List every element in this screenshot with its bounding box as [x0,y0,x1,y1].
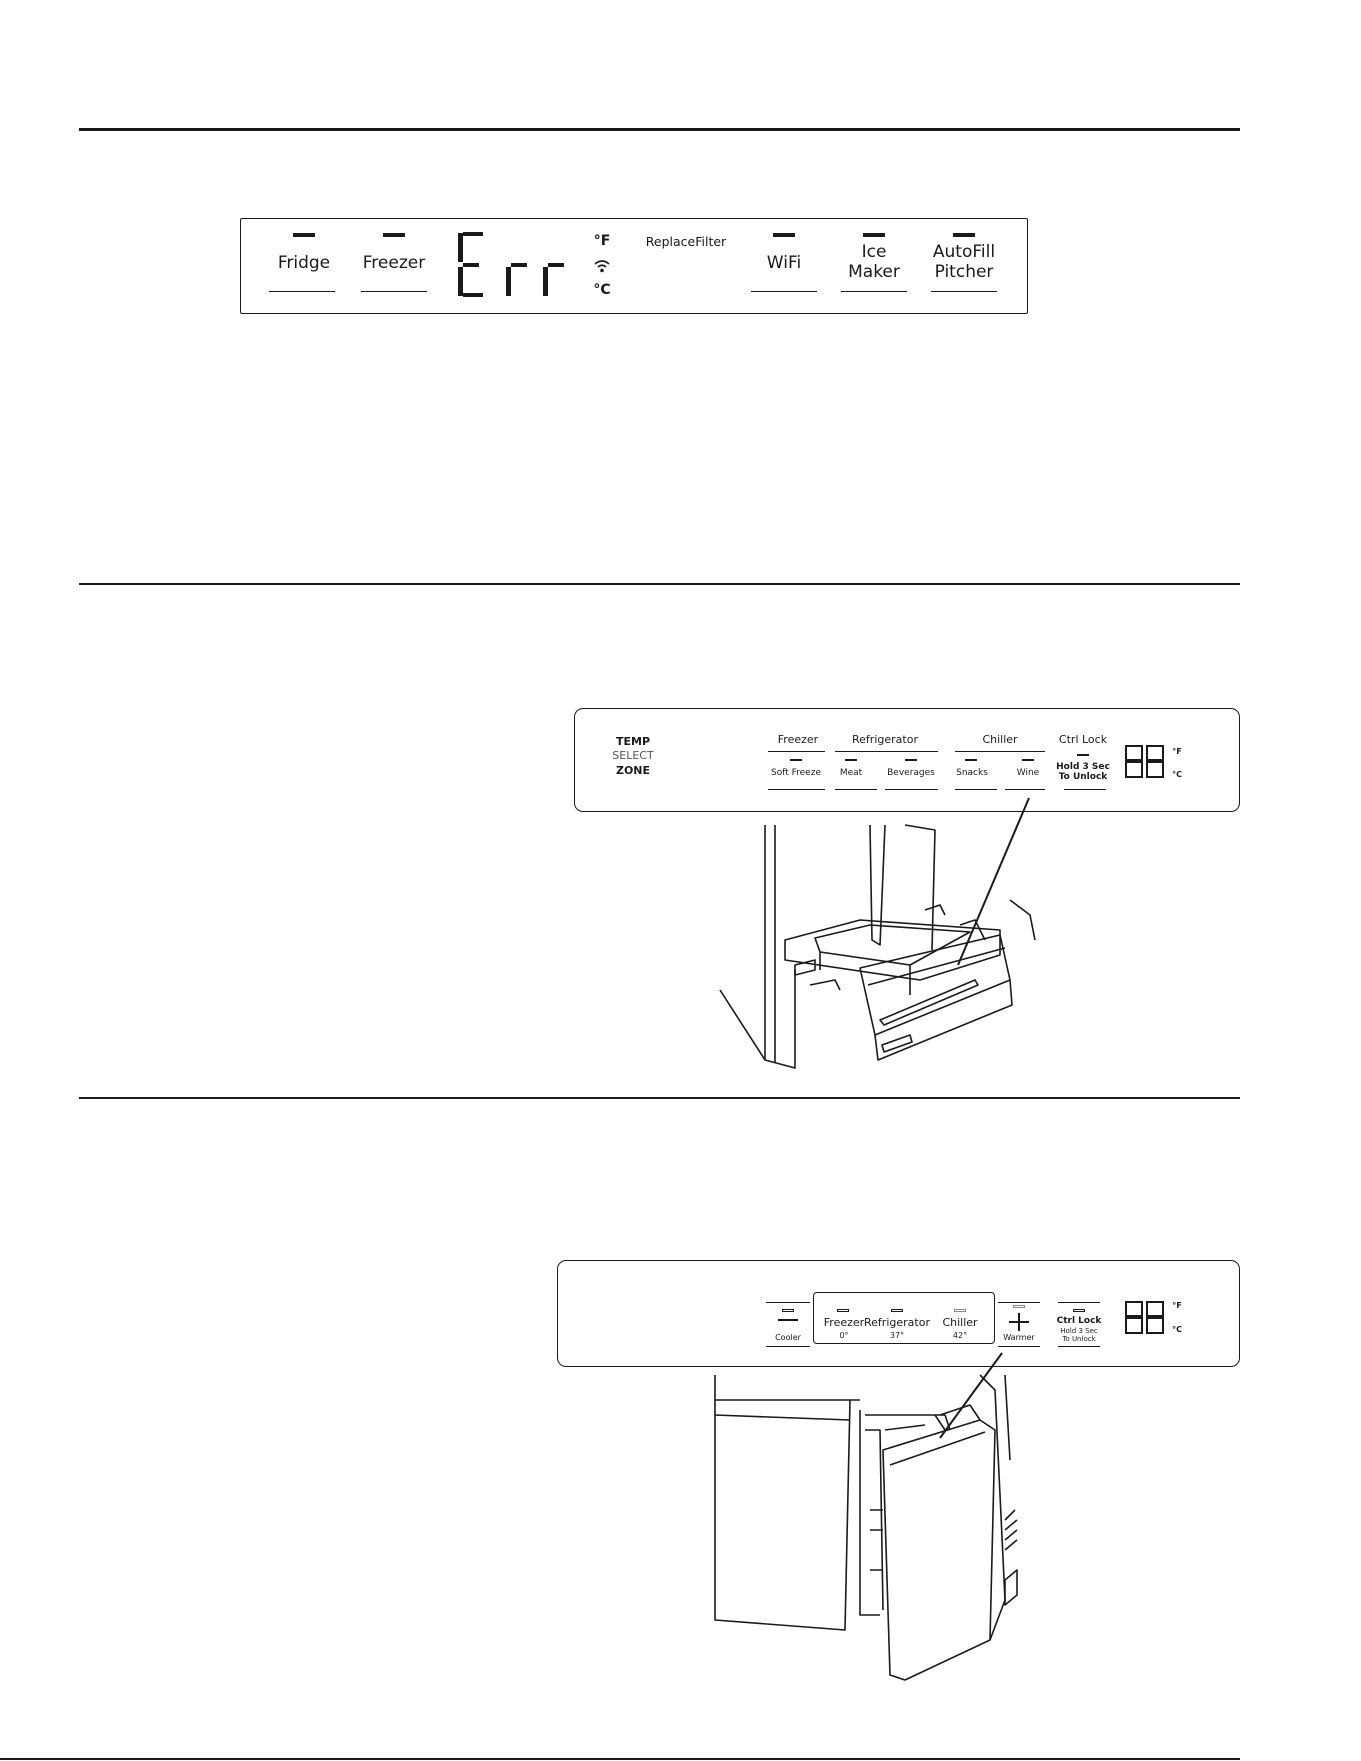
wifi-indicator [773,233,795,237]
hold-line2-3: To Unlock [1062,1335,1096,1344]
ctrl-lock-underline-3 [1058,1346,1100,1347]
unit-fahrenheit-3: °F [1172,1301,1182,1310]
cooler-underline-top [766,1302,810,1303]
autofill-underline [931,291,997,292]
freezer-zone-temp: 0° [839,1331,849,1340]
freezer-underline [361,291,427,292]
wine-indicator [1022,759,1034,761]
ice-maker-label[interactable] [829,243,919,282]
ice-maker-line1: Ice [861,242,887,262]
beverages-indicator [905,759,917,761]
cooler-indicator [782,1309,794,1312]
unit-celsius: °C [593,282,611,298]
refrigerator-group-label: Refrigerator [852,733,918,746]
fridge-label[interactable]: Fridge [277,253,331,273]
refrigerator-zone-button[interactable]: Refrigerator [864,1316,930,1329]
freezer-indicator [383,233,405,237]
meat-button[interactable]: Meat [839,768,863,778]
zone-label: ZONE [615,764,651,777]
control-panel-err [240,218,1028,314]
hold-line2: To Unlock [1058,772,1108,783]
ctrl-lock-underline-top-3 [1058,1302,1100,1303]
section-rule-bottom [79,1097,1240,1099]
select-label: SELECT [612,749,654,762]
section-rule-top [79,128,1240,131]
cooler-underline [766,1346,810,1347]
refrigerator-group-rule [835,751,938,752]
autofill-pitcher-label[interactable] [919,243,1009,282]
warmer-indicator [1013,1305,1025,1308]
snacks-indicator [965,759,977,761]
temperature-digit-display-3 [1125,1301,1167,1335]
wine-underline [1005,789,1045,790]
ctrl-lock-indicator [1077,754,1089,756]
footer-rule [0,1758,1240,1760]
refrigerator-zone-indicator [891,1309,903,1312]
soft-freeze-indicator [790,759,802,761]
wifi-status-icon [593,259,611,273]
chiller-zone-indicator [954,1309,966,1312]
freezer-group-rule [768,751,825,752]
warmer-plus-icon [1009,1313,1029,1331]
beverages-underline [885,789,938,790]
snacks-underline [955,789,997,790]
temperature-digit-display [1125,745,1167,779]
control-panel-cooler-warmer [557,1260,1240,1367]
beverages-button[interactable]: Beverages [887,768,935,778]
freezer-group-label: Freezer [777,733,819,746]
fridge-indicator [293,233,315,237]
meat-indicator [845,759,857,761]
soft-freeze-button[interactable]: Soft Freeze [771,768,821,778]
ice-maker-underline [841,291,907,292]
warmer-underline-top [998,1302,1040,1303]
ctrl-lock-label: Ctrl Lock [1058,733,1108,746]
cooler-minus-icon [778,1319,798,1321]
autofill-line1: AutoFill [932,242,996,262]
err-segments [458,232,564,297]
hold-line1: Hold 3 Sec [1056,762,1110,772]
ice-maker-line2: Maker [848,261,900,282]
err-display [456,231,581,299]
fridge-drawer-illustration [700,820,1080,1075]
unit-fahrenheit-2: °F [1172,747,1182,756]
hold-line1-3: Hold 3 Sec [1060,1327,1098,1335]
chiller-zone-button[interactable]: Chiller [942,1316,978,1329]
ctrl-lock-indicator-3 [1073,1309,1085,1312]
refrigerator-zone-temp: 37° [889,1331,905,1340]
replace-filter-label: ReplaceFilter [645,234,727,249]
unit-celsius-3: °C [1172,1325,1182,1334]
hold-unlock-label-3 [1048,1327,1110,1343]
temp-label: TEMP [615,735,651,748]
fridge-door-illustration [705,1370,1055,1688]
chiller-zone-temp: 42° [952,1331,968,1340]
ctrl-lock-underline [1064,789,1106,790]
section-rule-middle [79,583,1240,585]
snacks-button[interactable]: Snacks [956,768,988,778]
wine-button[interactable]: Wine [1016,768,1040,778]
autofill-line2: Pitcher [934,261,994,282]
freezer-zone-indicator [837,1309,849,1312]
chiller-group-rule [955,751,1045,752]
wifi-label[interactable]: WiFi [766,253,802,273]
ice-maker-indicator [863,233,885,237]
warmer-underline [998,1346,1040,1347]
meat-underline [835,789,877,790]
wifi-underline [751,291,817,292]
soft-freeze-underline [768,789,825,790]
cooler-button[interactable]: Cooler [775,1333,801,1342]
hold-unlock-button[interactable] [1053,762,1113,783]
warmer-button[interactable]: Warmer [1003,1333,1035,1342]
unit-fahrenheit: °F [593,233,611,249]
control-panel-temp-select [574,708,1240,812]
ctrl-lock-button-3[interactable]: Ctrl Lock [1056,1316,1102,1326]
autofill-indicator [953,233,975,237]
fridge-underline [269,291,335,292]
freezer-label[interactable]: Freezer [362,253,426,273]
freezer-zone-button[interactable]: Freezer [823,1316,865,1329]
unit-celsius-2: °C [1172,770,1182,779]
chiller-group-label: Chiller [982,733,1018,746]
